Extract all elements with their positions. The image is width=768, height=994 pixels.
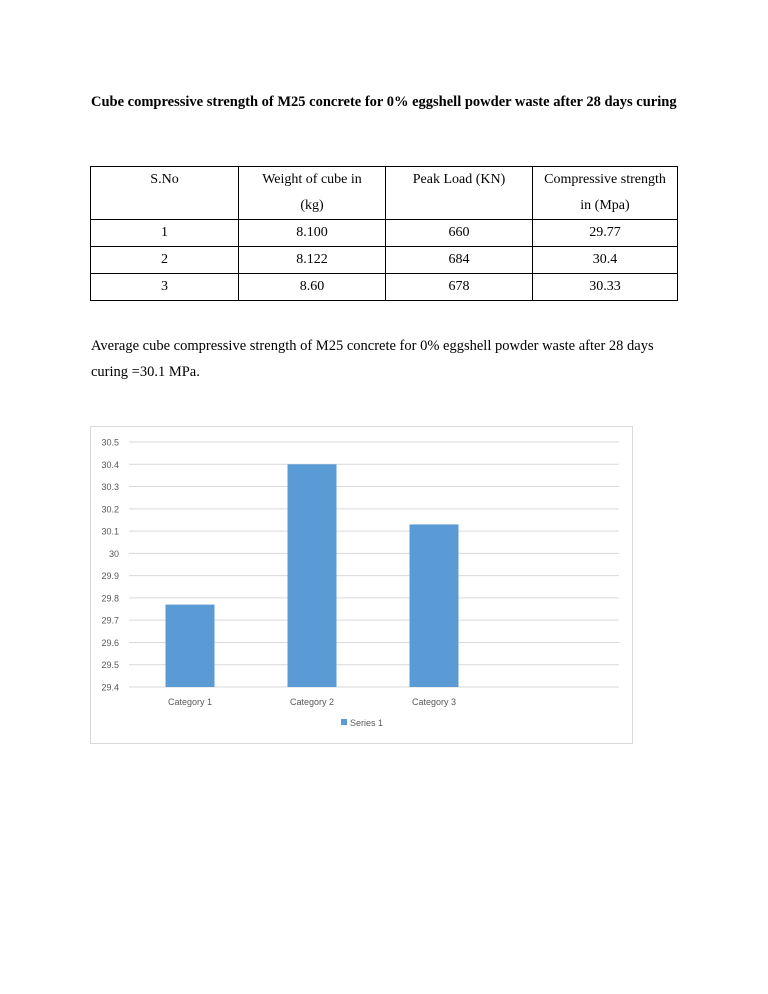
y-tick-label: 29.6 xyxy=(101,637,119,648)
table-header-row xyxy=(91,167,678,220)
y-tick-label: 30.5 xyxy=(101,437,119,448)
legend-label: Series 1 xyxy=(350,718,384,728)
x-tick-label: Category 1 xyxy=(167,697,213,707)
header-strength-line1: Compressive strength xyxy=(544,172,666,187)
table-row xyxy=(91,274,678,301)
y-tick-label: 30.3 xyxy=(101,482,119,493)
x-tick-label: Category 2 xyxy=(289,697,335,707)
average-strength-text xyxy=(91,333,691,385)
y-tick-label: 29.5 xyxy=(101,660,119,671)
table-cell: 8.122 xyxy=(239,247,386,274)
header-weight xyxy=(239,167,386,220)
header-compressive-strength xyxy=(533,167,678,220)
y-tick-label: 29.4 xyxy=(101,682,119,693)
results-table xyxy=(90,166,678,301)
header-peak-load xyxy=(386,167,533,220)
y-tick-label: 29.7 xyxy=(101,615,119,626)
table-cell: 8.60 xyxy=(239,274,386,301)
table-cell: 2 xyxy=(91,247,239,274)
table-cell: 30.4 xyxy=(533,247,678,274)
y-tick-label: 30 xyxy=(108,548,119,559)
document-heading: Cube compressive strength of M25 concrete for 0% eggshell powder waste after 28 days curing xyxy=(91,94,677,110)
table-row xyxy=(91,220,678,247)
legend-swatch xyxy=(341,719,347,725)
header-strength-line2: in (Mpa) xyxy=(580,198,630,213)
y-tick-label: 30.1 xyxy=(101,526,119,537)
header-peak-load-line1: Peak Load (KN) xyxy=(412,172,506,187)
table-cell: 3 xyxy=(91,274,239,301)
bar xyxy=(410,524,459,687)
x-tick-label: Category 3 xyxy=(411,697,457,707)
bar-chart xyxy=(90,426,633,744)
bar-chart-svg xyxy=(91,427,632,743)
bar xyxy=(288,464,337,687)
header-sno xyxy=(91,167,239,220)
y-tick-label: 30.2 xyxy=(101,504,119,515)
table-cell: 8.100 xyxy=(239,220,386,247)
header-weight-line2: (kg) xyxy=(300,198,324,213)
bar xyxy=(166,605,215,687)
table-cell: 678 xyxy=(386,274,533,301)
y-tick-label: 29.9 xyxy=(101,571,119,582)
y-tick-label: 30.4 xyxy=(101,459,119,470)
table-cell: 1 xyxy=(91,220,239,247)
average-text-line1: Average cube compressive strength of M25 concrete for 0% eggshell powder waste after 28 days xyxy=(91,338,654,354)
header-sno-line1: S.No xyxy=(150,172,179,187)
table-cell: 684 xyxy=(386,247,533,274)
table-cell: 660 xyxy=(386,220,533,247)
table-row xyxy=(91,247,678,274)
average-text-line2: curing =30.1 MPa. xyxy=(91,364,200,380)
y-tick-label: 29.8 xyxy=(101,593,119,604)
table-cell: 30.33 xyxy=(533,274,678,301)
header-weight-line1: Weight of cube in xyxy=(262,172,362,187)
table-cell: 29.77 xyxy=(533,220,678,247)
